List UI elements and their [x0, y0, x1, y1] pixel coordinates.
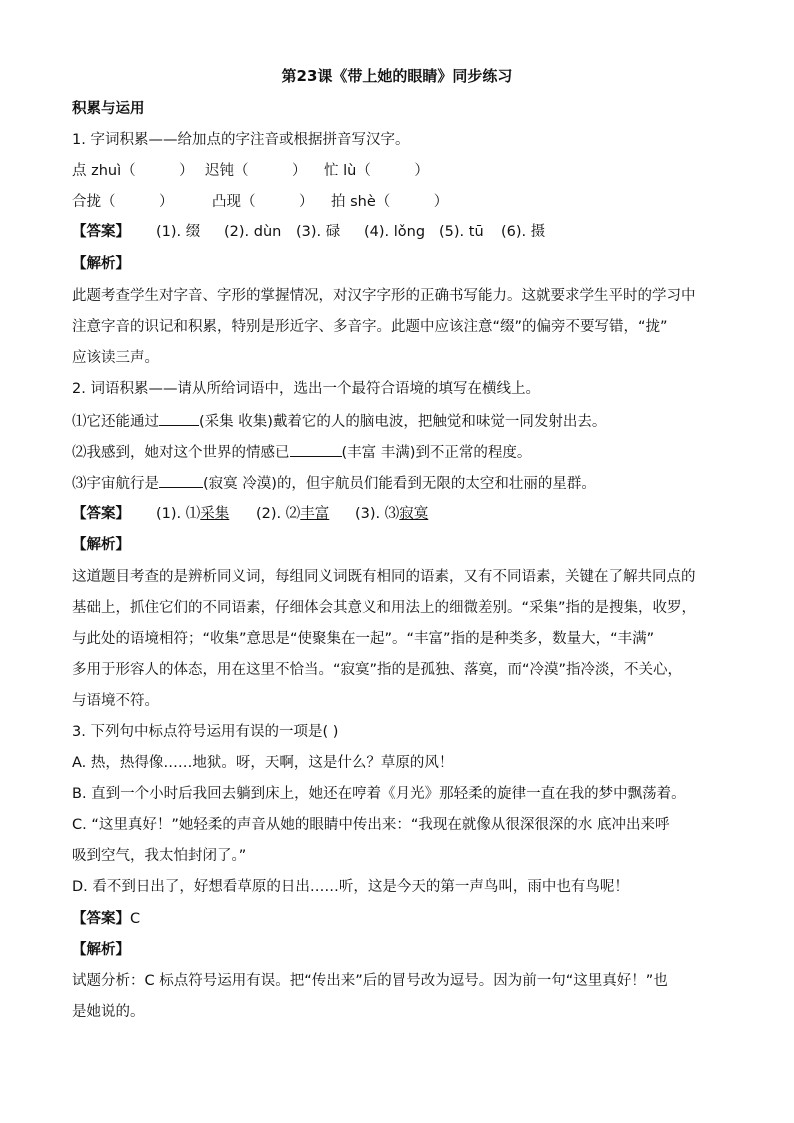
page-title: 第23课《带上她的眼睛》同步练习 [281, 67, 513, 85]
answer-item: (3). 碌 [296, 224, 341, 240]
q1-row2-item: 拍 shè（ ） [331, 194, 449, 210]
fill-blank [290, 441, 342, 457]
analysis-label: 【解析】 [72, 256, 130, 272]
fill-blank [159, 410, 199, 426]
q3-option: B. 直到一个小时后我回去躺到床上，她还在哼着《月光》那轻柔的旋律一直在我的梦中飘荡着。 [72, 786, 686, 802]
analysis-text: 注意字音的识记和积累，特别是形近字、多音字。此题中应该注意“缀”的偏旁不要写错，“拢” [72, 319, 668, 335]
analysis-label: 【解析】 [72, 537, 130, 553]
q3-stem: 3. 下列句中标点符号运用有误的一项是( ) [72, 724, 339, 740]
q1-row1-item: 忙 lù（ ） [324, 163, 429, 179]
q3-option: D. 看不到日出了，好想看草原的日出……听，这是今天的第一声鸟叫，雨中也有鸟呢！ [72, 879, 629, 895]
fill-blank [159, 472, 203, 488]
answer-item: (4). lǒng [364, 224, 426, 240]
q2-item: ⑵我感到，她对这个世界的情感已 (丰富 丰满)到不正常的程度。 [72, 441, 531, 463]
answer-item: (2). dùn [224, 224, 282, 240]
q1-row1-item: 迟钝（ ） [205, 163, 307, 179]
analysis-text: 试题分析：C 标点符号运用有误。把“传出来”后的冒号改为逗号。因为前一句“这里真好！”也 [72, 973, 668, 989]
q1-row2-item: 凸现（ ） [212, 194, 314, 210]
answer-label: 【答案】 [72, 911, 130, 927]
answer-item: (2). ⑵丰富 [256, 506, 330, 522]
q1-row2-item: 合拢（ ） [72, 194, 174, 210]
answer-item: (1). ⑴采集 [156, 506, 230, 522]
answer-item: (5). tū [439, 224, 484, 240]
q2-item: ⑶宇宙航行是 (寂寞 冷漠)的，但宇航员们能看到无限的太空和壮丽的星群。 [72, 472, 596, 494]
answer-item: (1). 缀 [156, 224, 201, 240]
q3-answer-line [72, 909, 140, 929]
answer-label: 【答案】 [72, 224, 130, 240]
answer-item: (6). 摄 [501, 224, 546, 240]
answer-label: 【答案】 [72, 506, 130, 522]
analysis-text: 应该读三声。 [72, 350, 159, 366]
q1-stem: 1. 字词积累——给加点的字注音或根据拼音写汉字。 [72, 132, 410, 148]
q3-option-continued: 吸到空气，我太怕封闭了。” [72, 848, 247, 864]
answer-item: (3). ⑶寂寞 [355, 506, 429, 522]
analysis-text: 这道题目考查的是辨析同义词，每组同义词既有相同的语素，又有不同语素，关键在了解共同点的 [72, 569, 696, 585]
analysis-text: 是她说的。 [72, 1004, 145, 1020]
answer-value: C [130, 911, 141, 927]
analysis-text: 多用于形容人的体态，用在这里不恰当。“寂寞”指的是孤独、落寞，而“冷漠”指冷淡，不关心， [72, 662, 683, 678]
analysis-text: 与此处的语境相符；“收集”意思是“使聚集在一起”。“丰富”指的是种类多，数量大，“丰满” [72, 631, 655, 647]
q1-answer-line [72, 222, 130, 242]
analysis-label: 【解析】 [72, 942, 130, 958]
analysis-text: 此题考查学生对字音、字形的掌握情况，对汉字字形的正确书写能力。这就要求学生平时的学习中 [72, 288, 696, 304]
section-heading: 积累与运用 [72, 101, 145, 117]
q2-stem: 2. 词语积累——请从所给词语中，选出一个最符合语境的填写在横线上。 [72, 381, 540, 397]
analysis-text: 基础上，抓住它们的不同语素，仔细体会其意义和用法上的细微差别。“采集”指的是搜集，收罗， [72, 600, 697, 616]
analysis-text: 与语境不符。 [72, 693, 159, 709]
q3-option: C. “这里真好！”她轻柔的声音从她的眼睛中传出来：“我现在就像从很深很深的水 底冲出来呼 [72, 817, 670, 833]
q2-item: ⑴它还能通过 (采集 收集)戴着它的人的脑电波，把触觉和味觉一同发射出去。 [72, 410, 606, 432]
q1-row1-item: 点 zhuì（ ） [72, 163, 194, 179]
q3-option: A. 热，热得像……地狱。呀，天啊，这是什么？草原的风！ [72, 755, 454, 771]
